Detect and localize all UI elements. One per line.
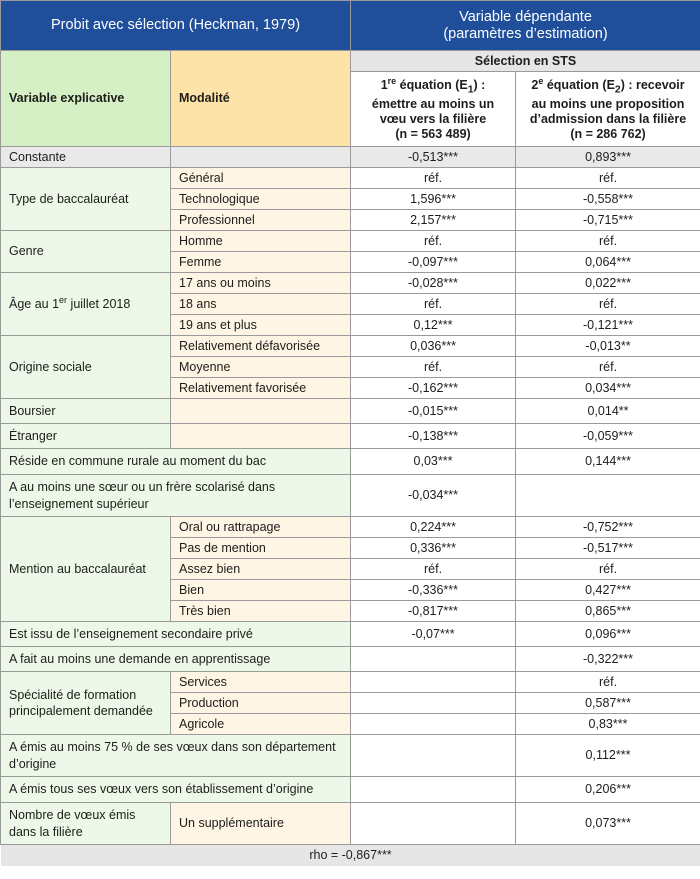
e1-value: -0,028*** [351,273,516,294]
modalite-cell: Assez bien [171,559,351,580]
modalite-cell: 19 ans et plus [171,315,351,336]
selection-header: Sélection en STS [351,51,700,72]
right-header-line2: (paramètres d’estimation) [443,25,608,42]
e1-value: -0,07*** [351,622,516,647]
e2-value: réf. [516,294,700,315]
modalite-cell: Femme [171,252,351,273]
right-header-line1: Variable dépendante [459,8,592,25]
modalite-cell [171,147,351,168]
e1-value: réf. [351,357,516,378]
table-row [1,399,700,424]
e2-value: 0,022*** [516,273,700,294]
table-row [1,777,700,803]
e1-value: réf. [351,559,516,580]
e2-value: 0,096*** [516,622,700,647]
row-label: Âge au 1er juillet 2018 [1,273,171,336]
e1-value: -0,336*** [351,580,516,601]
modalite-cell: 18 ans [171,294,351,315]
table-row [1,336,700,357]
e1-value: -0,162*** [351,378,516,399]
row-label: Étranger [1,424,171,449]
e1-value [351,693,516,714]
e1-value: -0,138*** [351,424,516,449]
row-label: Origine sociale [1,336,171,399]
modalite-cell: Agricole [171,714,351,735]
e2-value: 0,034*** [516,378,700,399]
modalite-cell [171,424,351,449]
modalite-cell: Services [171,672,351,693]
table-row [1,475,700,517]
e2-value: -0,752*** [516,517,700,538]
e2-value: 0,064*** [516,252,700,273]
table-row [1,231,700,252]
row-label: A fait au moins une demande en apprentissage [1,647,351,672]
modalite-cell: Très bien [171,601,351,622]
e2-value: réf. [516,357,700,378]
e1-value: 0,03*** [351,449,516,475]
row-label: Boursier [1,399,171,424]
modalite-cell: Technologique [171,189,351,210]
table-row [1,735,700,777]
row-label: Est issu de l’enseignement secondaire privé [1,622,351,647]
left-header-title: Probit avec sélection (Heckman, 1979) [1,1,351,51]
e2-value: -0,517*** [516,538,700,559]
table-row [1,168,700,189]
rho-value: rho = -0,867*** [1,845,700,867]
e1-value [351,714,516,735]
equation2-header: 2e équation $(E_2)$ : recevoir au moins une proposition d’admission dans la filière (n = 286 762) [516,72,700,147]
e1-value: réf. [351,294,516,315]
row-label: A émis au moins 75 % de ses vœux dans son département d’origine [1,735,351,777]
e1-value: 1,596*** [351,189,516,210]
row-label: Genre [1,231,171,273]
e2-value: 0,427*** [516,580,700,601]
e1-value: -0,015*** [351,399,516,424]
modalite-cell: Relativement favorisée [171,378,351,399]
modalite-cell: Production [171,693,351,714]
row-label: Constante [1,147,171,168]
e1-value [351,735,516,777]
e2-value: réf. [516,168,700,189]
e2-value: 0,112*** [516,735,700,777]
table-row [1,517,700,538]
modalite-cell: Moyenne [171,357,351,378]
e1-value: réf. [351,168,516,189]
e1-value: -0,513*** [351,147,516,168]
e1-value [351,647,516,672]
e1-value: 0,036*** [351,336,516,357]
e2-value: 0,865*** [516,601,700,622]
e2-value: 0,893*** [516,147,700,168]
table-row [1,672,700,693]
e2-value: 0,206*** [516,777,700,803]
e1-value: 2,157*** [351,210,516,231]
e1-value [351,803,516,845]
e2-value: 0,83*** [516,714,700,735]
e2-value: réf. [516,231,700,252]
modalite-cell: Oral ou rattrapage [171,517,351,538]
e2-value: -0,013** [516,336,700,357]
row-label: A au moins une sœur ou un frère scolarisé dans l’enseignement supérieur [1,475,351,517]
e1-value [351,777,516,803]
modalite-cell: Homme [171,231,351,252]
e1-value: 0,12*** [351,315,516,336]
row-label: Mention au baccalauréat [1,517,171,622]
e2-value: 0,014** [516,399,700,424]
e1-value: 0,336*** [351,538,516,559]
e2-value: -0,322*** [516,647,700,672]
right-header-title [351,1,700,51]
modalite-cell: Bien [171,580,351,601]
e2-value: réf. [516,672,700,693]
modalite-cell: Professionnel [171,210,351,231]
modalite-cell: Général [171,168,351,189]
e2-value: 0,073*** [516,803,700,845]
table-row [1,273,700,294]
e2-value: -0,059*** [516,424,700,449]
table-row [1,622,700,647]
e2-value: -0,558*** [516,189,700,210]
modalite-cell [171,399,351,424]
table-row [1,147,700,168]
e2-value: réf. [516,559,700,580]
e1-value: réf. [351,231,516,252]
table-row [1,449,700,475]
table-row [1,424,700,449]
e1-value [351,672,516,693]
modalite-cell: Pas de mention [171,538,351,559]
table-row [1,647,700,672]
e2-value: -0,715*** [516,210,700,231]
row-label: Nombre de vœux émis dans la filière [1,803,171,845]
e1-value: -0,034*** [351,475,516,517]
e1-value: -0,817*** [351,601,516,622]
table-row [1,803,700,845]
e2-value: 0,144*** [516,449,700,475]
row-label: Spécialité de formation principalement demandée [1,672,171,735]
rho-row [1,845,700,867]
modalite-cell: 17 ans ou moins [171,273,351,294]
e1-value: 0,224*** [351,517,516,538]
modalite-column-header: Modalité [171,51,351,147]
e2-value: -0,121*** [516,315,700,336]
e2-value [516,475,700,517]
equation1-header: 1re équation $(E_1)$ : émettre au moins un vœu vers la filière (n = 563 489) [351,72,516,147]
e2-value: 0,587*** [516,693,700,714]
e1-value: -0,097*** [351,252,516,273]
row-label: A émis tous ses vœux vers son établissement d’origine [1,777,351,803]
row-label: Réside en commune rurale au moment du bac [1,449,351,475]
modalite-cell: Un supplémentaire [171,803,351,845]
row-label: Type de baccalauréat [1,168,171,231]
variable-column-header: Variable explicative [1,51,171,147]
modalite-cell: Relativement défavorisée [171,336,351,357]
